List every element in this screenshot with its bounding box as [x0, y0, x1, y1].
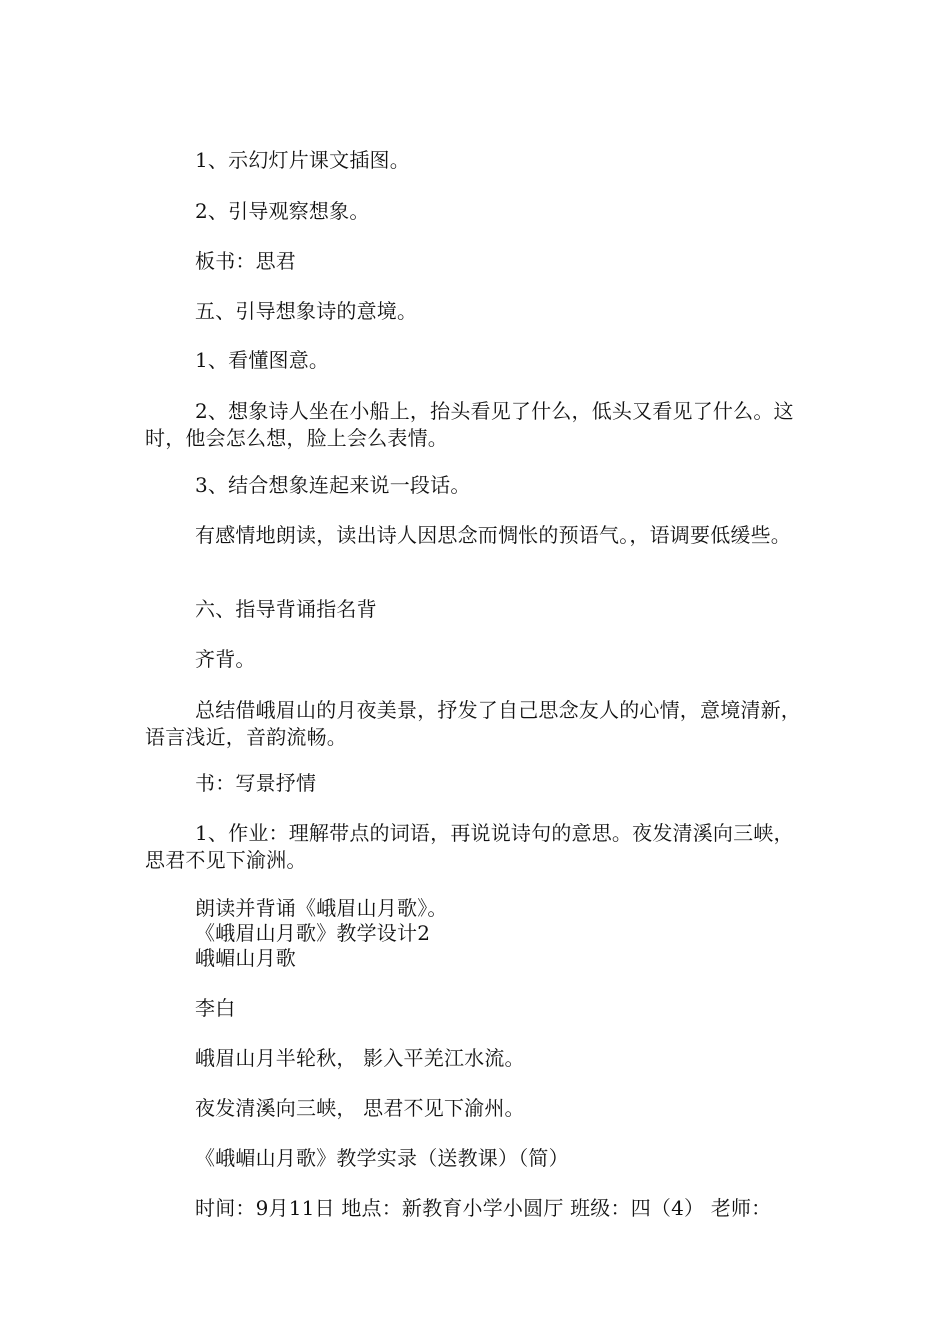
paragraph-6: 2、想象诗人坐在小船上，抬头看见了什么，低头又看见了什么。这时，他会怎么想，脸上会么表情。 — [145, 399, 794, 450]
paragraph-11: 总结借峨眉山的月夜美景，抒发了自己思念友人的心情，意境清新，语言浅近，音韵流畅。 — [145, 698, 801, 749]
paragraph-14: 朗读并背诵《峨眉山月歌》。 — [195, 896, 448, 920]
paragraph-21: 时间：9月11日 地点：新教育小学小圆厅 班级：四（4） 老师： — [195, 1196, 772, 1220]
paragraph-10: 齐背。 — [195, 647, 256, 671]
paragraph-20: 《峨嵋山月歌》教学实录（送教课）（简） — [195, 1146, 569, 1170]
paragraph-19: 夜发清溪向三峡， 思君不见下渝州。 — [195, 1096, 525, 1120]
paragraph-2: 2、引导观察想象。 — [195, 199, 370, 223]
paragraph-16: 峨嵋山月歌 — [195, 946, 296, 970]
paragraph-8: 有感情地朗读，读出诗人因思念而惆怅的预语气。，语调要低缓些。 — [195, 523, 791, 547]
paragraph-17: 李白 — [195, 996, 236, 1020]
paragraph-4: 五、引导想象诗的意境。 — [195, 299, 418, 323]
paragraph-18: 峨眉山月半轮秋， 影入平羌江水流。 — [195, 1046, 525, 1070]
paragraph-13: 1、作业：理解带点的词语，再说说诗句的意思。夜发清溪向三峡，思君不见下渝洲。 — [145, 821, 794, 872]
paragraph-15: 《峨眉山月歌》教学设计2 — [195, 921, 431, 945]
paragraph-7: 3、结合想象连起来说一段话。 — [195, 473, 471, 497]
paragraph-12: 书：写景抒情 — [195, 771, 317, 795]
paragraph-1: 1、示幻灯片课文插图。 — [195, 148, 410, 172]
paragraph-5: 1、看懂图意。 — [195, 348, 330, 372]
paragraph-9: 六、指导背诵指名背 — [195, 597, 377, 621]
paragraph-3: 板书：思君 — [195, 249, 296, 273]
